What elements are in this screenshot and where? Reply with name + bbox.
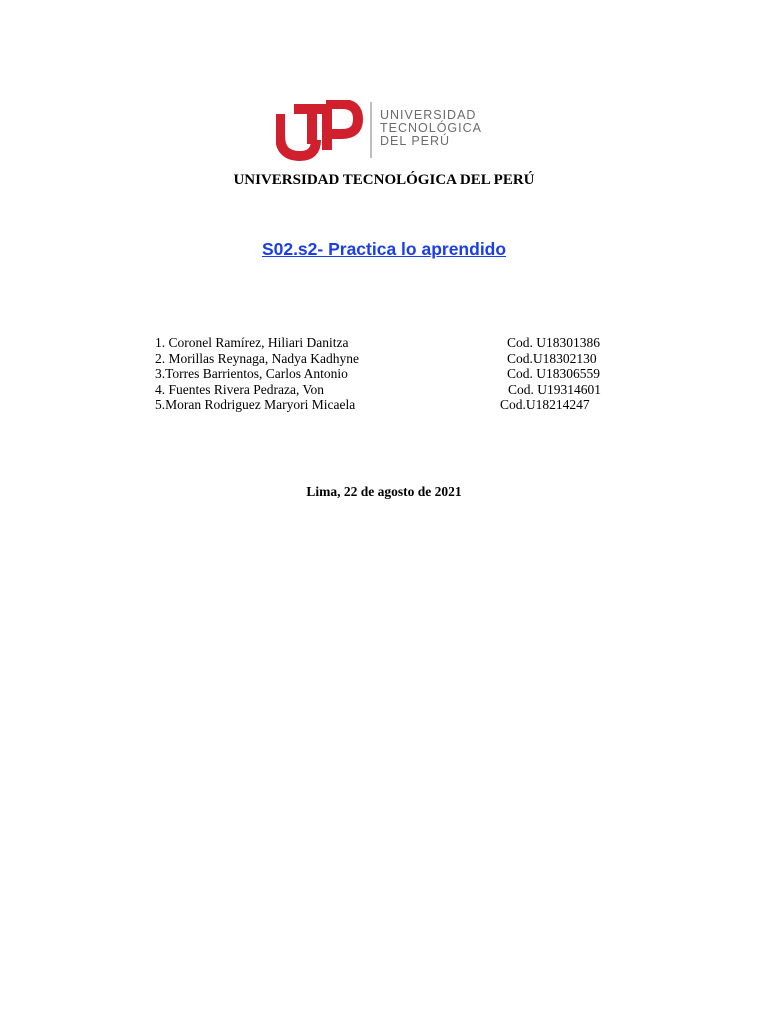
- logo-line-1: UNIVERSIDAD: [380, 108, 477, 122]
- logo-wordmark: [380, 109, 482, 148]
- member-code: Cod.U18302130: [507, 350, 597, 366]
- member-name: 5.Moran Rodriguez Maryori Micaela: [155, 397, 356, 412]
- member-code: Cod.U18214247: [500, 397, 590, 412]
- logo-line-2: TECNOLÓGICA: [380, 121, 482, 135]
- member-name: 1. Coronel Ramírez, Hiliari Danitza: [155, 335, 349, 350]
- member-name: 4. Fuentes Rivera Pedraza, Von: [155, 381, 324, 397]
- utp-logo-mark: [276, 100, 364, 162]
- list-item: [155, 382, 625, 398]
- member-name: 2. Morillas Reynaga, Nadya Kadhyne: [155, 350, 359, 366]
- member-code: Cod. U18301386: [507, 335, 601, 350]
- utp-logo: [276, 100, 496, 162]
- logo-line-3: DEL PERÚ: [380, 134, 451, 148]
- list-item: [155, 351, 625, 367]
- member-code: Cod. U19314601: [508, 381, 602, 397]
- member-code: Cod. U18306559: [507, 366, 601, 381]
- document-date: Lima, 22 de agosto de 2021: [306, 484, 462, 499]
- document-title[interactable]: S02.s2- Practica lo aprendido: [261, 239, 507, 259]
- logo-divider: [370, 102, 372, 158]
- member-list: [155, 335, 625, 413]
- member-name: 3.Torres Barrientos, Carlos Antonio: [155, 366, 348, 381]
- list-item: [155, 335, 625, 351]
- list-item: [155, 397, 625, 413]
- university-title: UNIVERSIDAD TECNOLÓGICA DEL PERÚ: [233, 172, 535, 188]
- list-item: [155, 366, 625, 382]
